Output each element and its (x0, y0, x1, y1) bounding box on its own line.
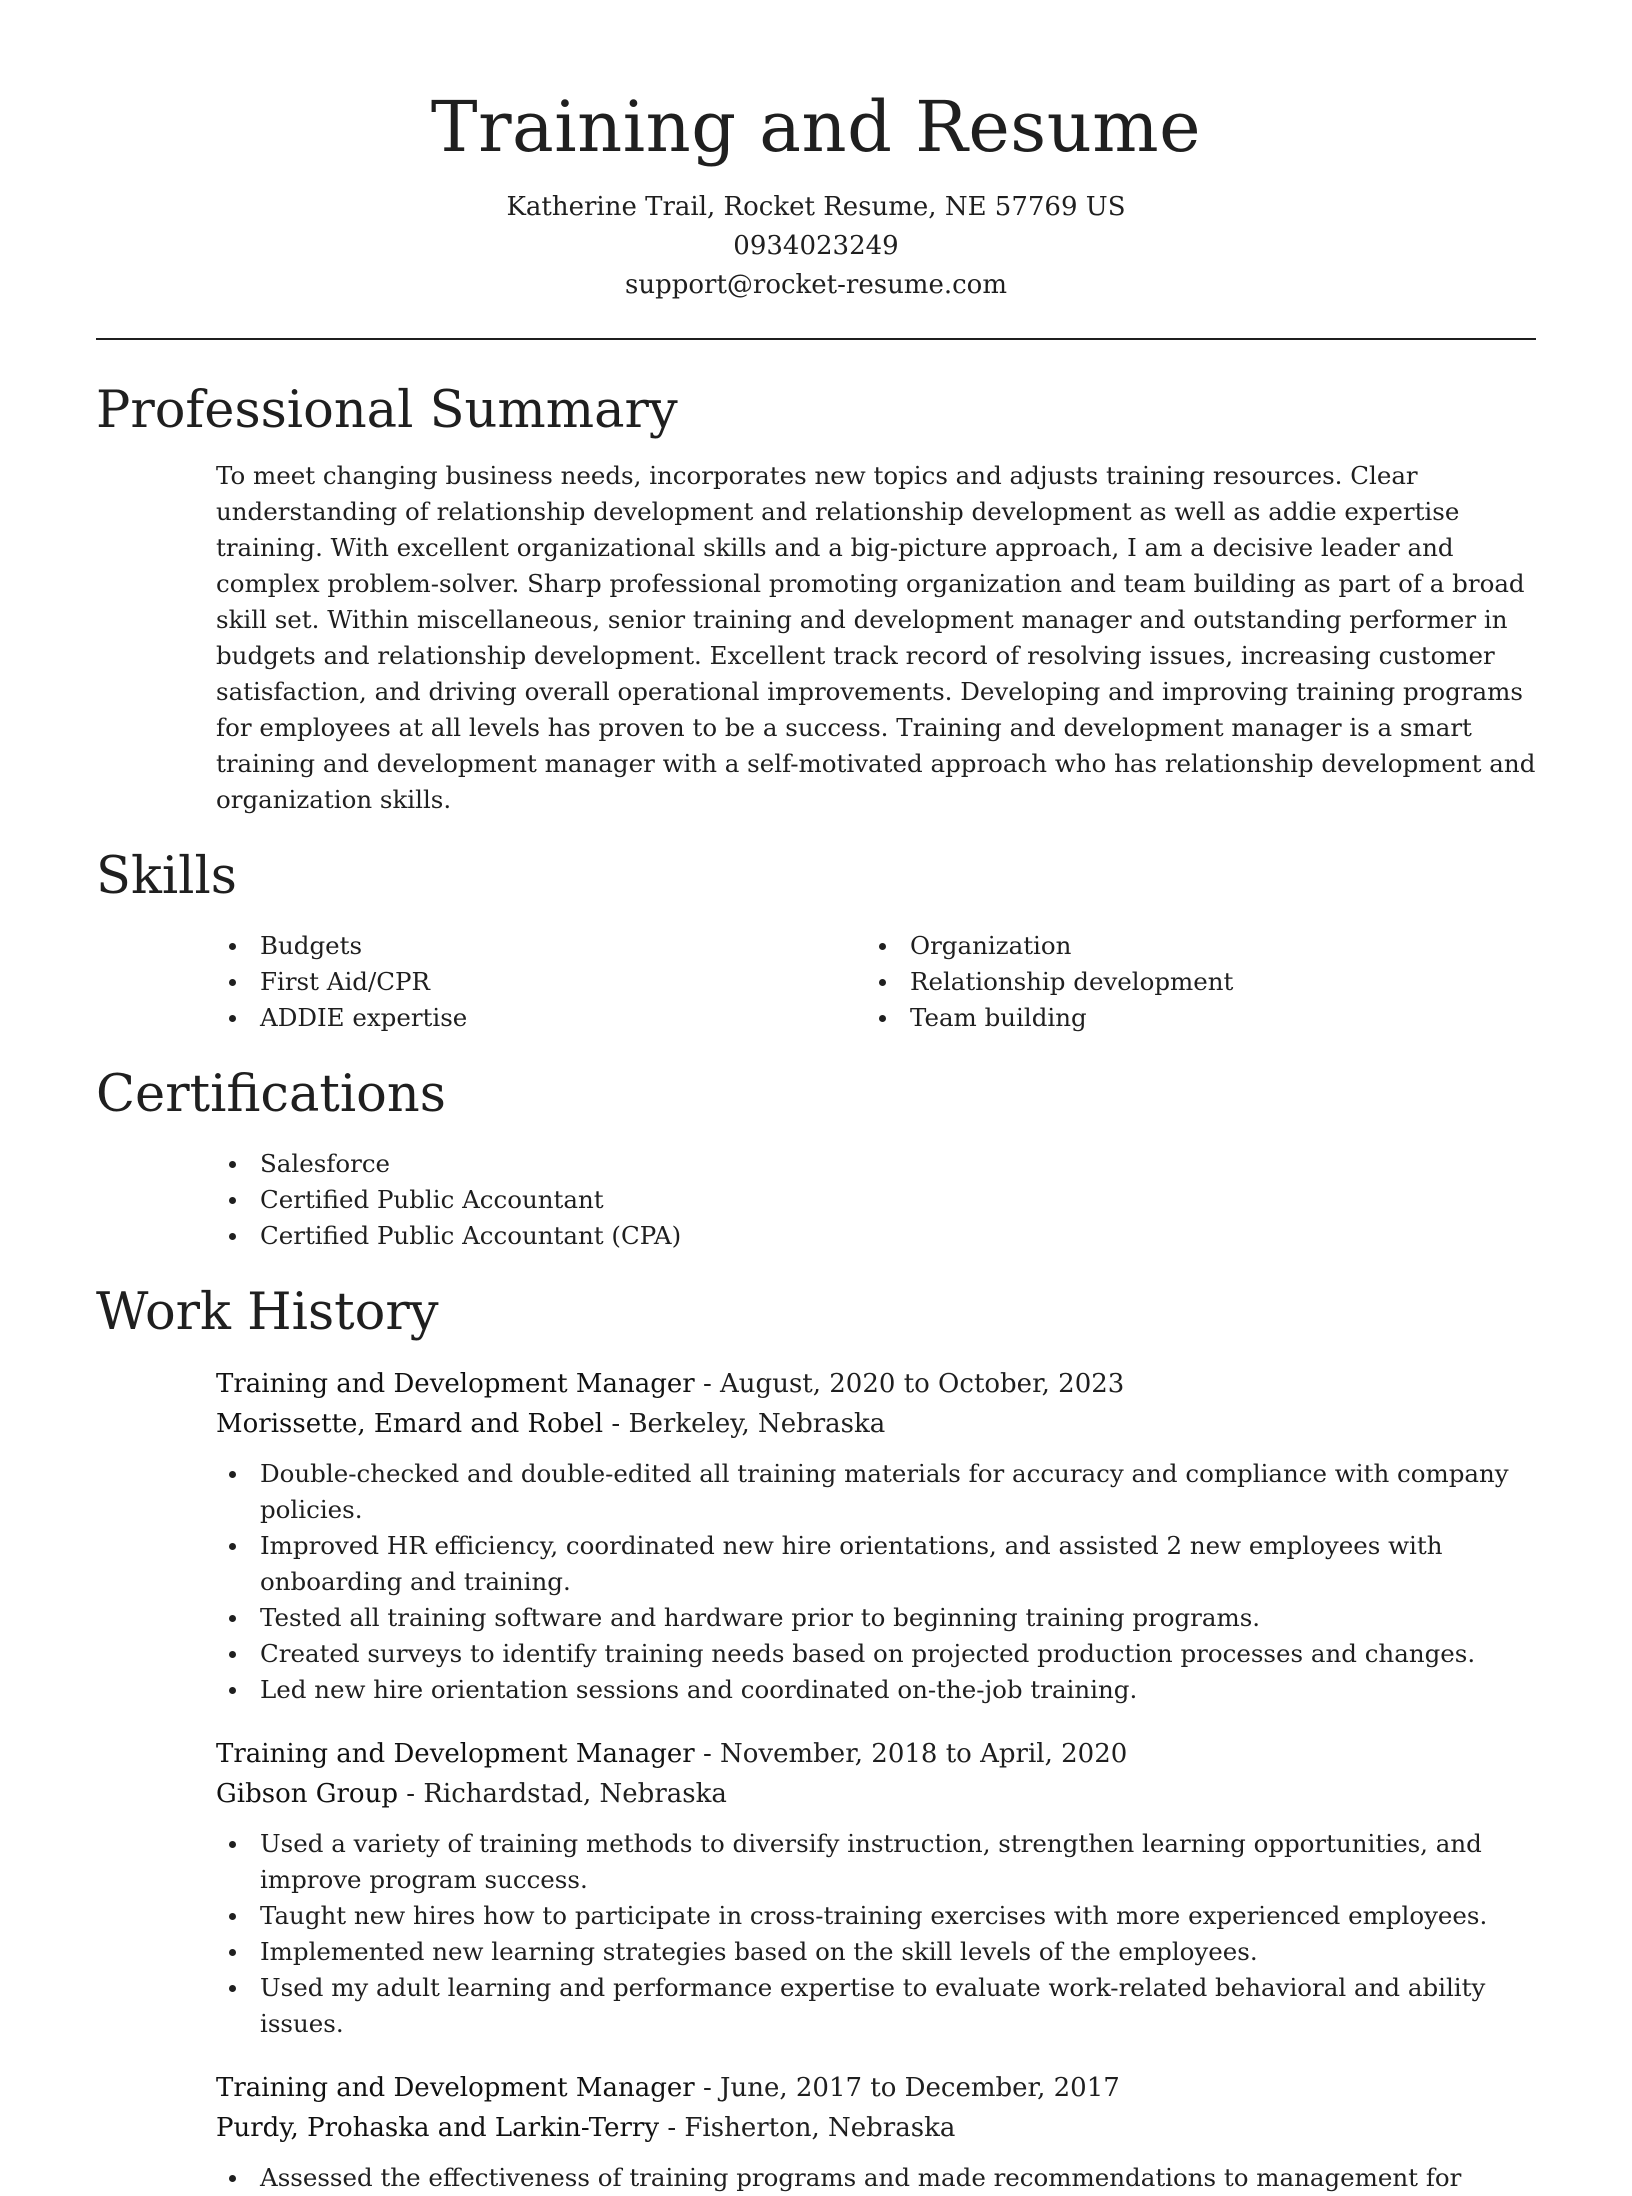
job-role: Training and Development Manager (216, 1369, 695, 1399)
job-entry (216, 1734, 1536, 2042)
job-dates: August, 2020 to October, 2023 (720, 1369, 1125, 1399)
contact-phone: 0934023249 (733, 231, 899, 261)
job-company-line (216, 2108, 1536, 2148)
job-location: Berkeley, Nebraska (628, 1409, 886, 1439)
job-company: Purdy, Prohaska and Larkin-Terry (216, 2113, 660, 2143)
candidate-name: Training and Resume (430, 86, 1202, 168)
separator: - (406, 1779, 424, 1809)
skills-column-right (866, 928, 1516, 1036)
job-title-line (216, 1734, 1536, 1774)
job-company: Morissette, Emard and Robel (216, 1409, 604, 1439)
skill-item: Organization (866, 928, 1516, 964)
job-bullet: Led new hire orientation sessions and coordinated on-the-job training. (216, 1672, 1536, 1708)
job-company-line (216, 1404, 1536, 1444)
job-bullet: Implemented new learning strategies based on the skill levels of the employees. (216, 1934, 1536, 1970)
resume-header (96, 0, 1536, 305)
work-history-heading: Work History (96, 1283, 439, 1342)
skill-item: Relationship development (866, 964, 1516, 1000)
skill-item: ADDIE expertise (216, 1000, 866, 1036)
skills-list (216, 928, 1536, 1036)
separator: - (702, 2073, 721, 2103)
contact-address: Katherine Trail, Rocket Resume, NE 57769 US (506, 192, 1126, 222)
job-bullet: Created surveys to identify training needs based on projected production processes and changes. (216, 1636, 1536, 1672)
separator: - (702, 1369, 721, 1399)
job-role: Training and Development Manager (216, 1739, 695, 1769)
job-bullets (216, 2160, 1536, 2196)
job-entry (216, 2068, 1536, 2196)
job-bullet: Taught new hires how to participate in cross-training exercises with more experienced employees. (216, 1898, 1536, 1934)
certifications-heading: Certifications (96, 1065, 446, 1124)
skills-heading: Skills (96, 847, 237, 906)
job-location: Richardstad, Nebraska (423, 1779, 727, 1809)
job-entry (216, 1364, 1536, 1708)
job-title-line (216, 2068, 1536, 2108)
job-bullet: Assessed the effectiveness of training programs and made recommendations to management for (216, 2160, 1536, 2196)
summary-text: To meet changing business needs, incorporates new topics and adjusts training resources. Clear understanding of relationship development and relationship development as well as addie expertise training. With excellent organizational skills and a big-picture approach, I am a decisive leader and complex problem-solver. Sharp professional promoting organization and team building as part of a broad skill set. Within miscellaneous, senior training and development manager and outstanding performer in budgets and relationship development. Excellent track record of resolving issues, increasing customer satisfaction, and driving overall operational improvements. Developing and improving training programs for employees at all levels has proven to be a success. Training and development manager is a smart training and development manager with a self-motivated approach who has relationship development and organization skills. (216, 461, 1536, 814)
contact-email: support@rocket-resume.com (624, 270, 1007, 300)
certification-item: Certified Public Accountant (CPA) (216, 1218, 1536, 1254)
certifications-list (216, 1146, 1536, 1254)
certification-item: Salesforce (216, 1146, 1536, 1182)
contact-block (96, 188, 1536, 305)
skill-item: First Aid/CPR (216, 964, 866, 1000)
job-company-line (216, 1774, 1536, 1814)
job-bullet: Used a variety of training methods to diversify instruction, strengthen learning opportunities, and improve program success. (216, 1826, 1536, 1898)
job-bullet: Improved HR efficiency, coordinated new hire orientations, and assisted 2 new employees with onboarding and training. (216, 1528, 1536, 1600)
job-bullet: Double-checked and double-edited all training materials for accuracy and compliance with company policies. (216, 1456, 1536, 1528)
certification-item: Certified Public Accountant (216, 1182, 1536, 1218)
job-role: Training and Development Manager (216, 2073, 695, 2103)
job-bullets (216, 1826, 1536, 2042)
skill-item: Budgets (216, 928, 866, 964)
job-dates: June, 2017 to December, 2017 (720, 2073, 1120, 2103)
job-title-line (216, 1364, 1536, 1404)
summary-heading: Professional Summary (96, 381, 678, 440)
resume-page (96, 0, 1536, 2196)
job-company: Gibson Group (216, 1779, 398, 1809)
separator: - (611, 1409, 629, 1439)
skill-item: Team building (866, 1000, 1516, 1036)
job-bullets (216, 1456, 1536, 1708)
header-divider (96, 338, 1536, 340)
separator: - (667, 2113, 685, 2143)
job-location: Fisherton, Nebraska (684, 2113, 956, 2143)
job-bullet: Used my adult learning and performance expertise to evaluate work-related behavioral and ability issues. (216, 1970, 1536, 2042)
skills-column-left (216, 928, 866, 1036)
job-dates: November, 2018 to April, 2020 (720, 1739, 1128, 1769)
job-bullet: Tested all training software and hardware prior to beginning training programs. (216, 1600, 1536, 1636)
separator: - (702, 1739, 721, 1769)
